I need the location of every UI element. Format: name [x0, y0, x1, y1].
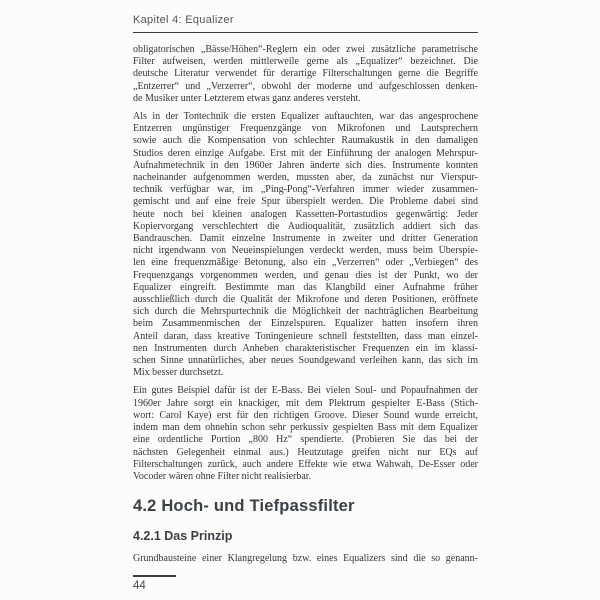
- paragraph: [133, 111, 478, 379]
- page-footer: [133, 575, 176, 592]
- paragraph: [133, 44, 478, 105]
- text-line: Studios deren einzige Aufgabe. Erst mit der Einführung der analogen Mehrspur-: [133, 147, 478, 159]
- text-line: „Entzerrer“ und „Verzerrer“, obwohl der moderne und aufgeschlossen denken-: [133, 80, 478, 92]
- page-number: 44: [133, 580, 146, 592]
- text-line: Bandrauschen. Damit einzelne Instrumente in zweiter und dritter Generation: [133, 233, 478, 245]
- footer-rule: [133, 575, 176, 577]
- text-line: Ein gutes Beispiel dafür ist der E-Bass. Bei vielen Soul- und Popaufnahmen der: [133, 385, 478, 397]
- body-text: [133, 44, 478, 483]
- text-line: sowie auch die Kompensation von schlechter Raumakustik in den damaligen: [133, 135, 478, 147]
- text-line: nacheinander aufgenommen werden, mussten aber, da zunächst nur Vierspur-: [133, 172, 478, 184]
- text-line: Equalizer eingreift. Bestimmte man das Klangbild einer Aufnahme früher: [133, 281, 478, 293]
- text-line: Aufnahmetechnik in den 1960er Jahren änderte sich dies. Instrumente konnten: [133, 159, 478, 171]
- running-header: Kapitel 4: Equalizer: [133, 14, 478, 33]
- paragraph: [133, 553, 478, 565]
- text-line: Filter aufweisen, werden mittlerweile gerne als „Equalizer“ bezeichnet. Die: [133, 56, 478, 68]
- text-line: Anteil daran, dass kreative Toningenieure schnell feststellten, dass man einzel-: [133, 330, 478, 342]
- section-heading: 4.2 Hoch- und Tiefpassfilter: [133, 497, 355, 516]
- text-line: Als in der Tontechnik die ersten Equalizer auftauchten, war das angesprochene: [133, 111, 478, 123]
- text-line: Frequenzgangs vorgenommen werden, und genau dies ist der Punkt, wo der: [133, 269, 478, 281]
- text-line: Mix besser durchsetzt.: [133, 367, 224, 379]
- text-line: nicht irgendwann von Neueinspielungen verdeckt werden, muss beim Überspie-: [133, 245, 478, 257]
- text-line: obligatorischen „Bässe/Höhen“-Reglern ein oder zwei zusätzliche parametrische: [133, 44, 478, 55]
- text-line: gemischt und auf eine freie Spur überspielt werden. Die Probleme dabei sind: [133, 196, 478, 208]
- text-line: schen Sinne unnatürliches, aber neues Soundgewand verleihen kann, das sich im: [133, 355, 478, 367]
- text-line: len eine frequenzmäßige Betonung, also ein „Verzerren“ oder „Verbiegen“ des: [133, 257, 478, 269]
- text-line: Kopiervorgang verschlechtert die Audioqualität, zusätzlich addiert sich das: [133, 220, 478, 232]
- text-column: [133, 14, 478, 571]
- text-line: 1960er Jahre sorgt ein knackiger, mit dem Plektrum gespielter E-Bass (Stich-: [133, 397, 478, 409]
- text-line: ausschließlich durch die Qualität der Mikrofone und deren Positionen, eröffnete: [133, 294, 478, 306]
- paragraph: [133, 385, 478, 483]
- text-line: nen Instrumenten durch Anheben charakteristischer Frequenzen ein im klassi-: [133, 342, 478, 354]
- subsection-heading: 4.2.1 Das Prinzip: [133, 529, 233, 544]
- text-line: eine ordentliche Portion „800 Hz“ spendierte. (Probieren Sie das bei der: [133, 434, 478, 446]
- text-line: Grundbausteine einer Klangregelung bzw. eines Equalizers sind die so genann-: [133, 553, 478, 565]
- text-line: deutsche Literatur verwendet für derartige Filterschaltungen gerne die Begriffe: [133, 68, 478, 80]
- text-line: de Musiker unter Letzterem etwas ganz anderes versteht.: [133, 92, 361, 104]
- text-line: heute noch bei kleinen analogen Kassetten-Portastudios gegenwärtig: Jeder: [133, 208, 478, 220]
- text-line: Entzerren ungünstiger Frequenzgänge von Mikrofonen und Lautsprechern: [133, 123, 478, 135]
- text-line: wort: Carol Kaye) erst für den richtigen Groove. Dieser Sound wurde erreicht,: [133, 409, 478, 421]
- section-body-text: [133, 553, 478, 565]
- text-line: sich durch die Mehrspurtechnik die Möglichkeit der nachträglichen Bearbeitung: [133, 306, 478, 318]
- text-line: technik verfügbar war, im „Ping-Pong“-Verfahren immer wieder zusammen-: [133, 184, 478, 196]
- text-line: indem man dem ohnehin schon sehr perkussiv gespielten Bass mit dem Equalizer: [133, 422, 478, 434]
- text-line: nächsten Gelegenheit einmal aus.) Heutzutage greifen nicht nur EQs auf: [133, 446, 478, 458]
- text-line: Vocoder wären ohne Filter nicht realisierbar.: [133, 470, 312, 482]
- text-line: beim Zusammenmischen der Einzelspuren. Equalizer hatten insofern ihren: [133, 318, 478, 330]
- text-line: Filterschaltungen zurück, auch andere Effekte wie etwa Wahwah, De-Esser oder: [133, 458, 478, 470]
